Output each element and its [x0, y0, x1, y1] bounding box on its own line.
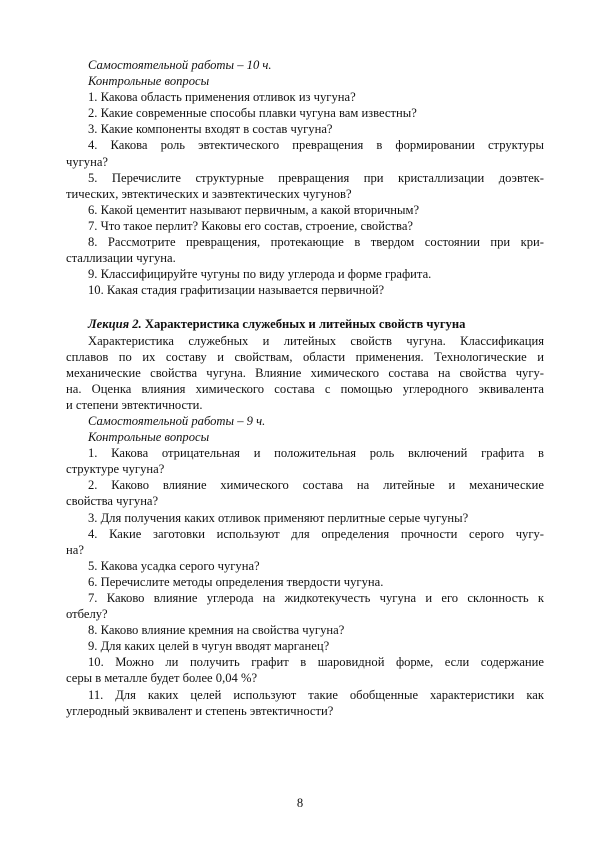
text-line: 6. Перечислите методы определения твердости чугуна. — [88, 574, 384, 589]
control-questions-heading-1: Контрольные вопросы — [88, 74, 210, 89]
text-line: 4. Какие заготовки используют для определения прочности серого чугу- — [88, 526, 544, 541]
self-work-hours-2: Самостоятельной работы – 9 ч. — [88, 413, 266, 428]
text-line: и степени эвтектичности. — [66, 397, 203, 412]
text-line: 3. Какие компоненты входят в состав чугуна? — [88, 122, 333, 137]
page-number: 8 — [296, 796, 304, 810]
lecture-label: Лекция 2. — [88, 317, 142, 332]
section-gap — [66, 298, 544, 316]
text-line: механические свойства чугуна. Влияние химического состава на свойства чугу- — [66, 365, 544, 380]
text-line: 1. Какова область применения отливок из чугуна? — [88, 90, 356, 105]
text-line: 1. Какова отрицательная и положительная роль включений графита в — [88, 446, 544, 461]
text-line: на? — [66, 542, 84, 557]
text-line: углеродный эквивалент и степень эвтектичности? — [66, 703, 334, 718]
text-line: 7. Каково влияние углерода на жидкотекучесть чугуна и его склонность к — [88, 591, 544, 605]
text-line: Характеристика служебных и литейных свойств чугуна. Классификация — [88, 333, 544, 348]
text-line: 10. Можно ли получить графит в шаровидной форме, если содержание — [88, 655, 544, 670]
text-line: 6. Какой цементит называют первичным, а какой вторичным? — [88, 202, 420, 217]
text-line: сталлизации чугуна. — [66, 251, 176, 266]
text-line: 5. Какова усадка серого чугуна? — [88, 558, 260, 573]
text-line: 8. Рассмотрите превращения, протекающие в твердом состоянии при кри- — [88, 235, 544, 250]
lecture-title: Характеристика служебных и литейных свойств чугуна — [144, 317, 466, 332]
text-line: структуре чугуна? — [66, 462, 165, 477]
text-line: 11. Для каких целей используют такие обобщенные характеристики как — [88, 687, 544, 702]
text-line: свойства чугуна? — [66, 494, 159, 509]
text-line: сплавов по их составу и свойствам, области применения. Технологические и — [66, 349, 544, 364]
control-questions-heading-2: Контрольные вопросы — [88, 430, 210, 445]
text-line: на. Оценка влияния химического состава с помощью углеродного эквивалента — [66, 381, 544, 396]
text-line: 2. Какие современные способы плавки чугуна вам известны? — [88, 106, 417, 121]
text-line: отбелу? — [66, 607, 108, 622]
document-page — [66, 57, 544, 719]
text-line: 2. Каково влияние химического состава на литейные и механические — [88, 478, 544, 493]
text-line: 3. Для получения каких отливок применяют перлитные серые чугуны? — [88, 510, 469, 525]
text-line: тических, эвтектических и заэвтектических чугунов? — [66, 186, 352, 201]
text-line: серы в металле будет более 0,04 %? — [66, 671, 258, 686]
lecture-heading — [66, 316, 544, 332]
question-list-2 — [66, 445, 544, 719]
question-list-1 — [66, 89, 544, 298]
text-line: 9. Классифицируйте чугуны по виду углерода и форме графита. — [88, 267, 432, 282]
text-line: 8. Каково влияние кремния на свойства чугуна? — [88, 623, 345, 638]
text-line: чугуна? — [66, 154, 109, 169]
lecture-description — [66, 333, 544, 413]
text-line: 9. Для каких целей в чугун вводят марганец? — [88, 639, 330, 654]
text-line: 10. Какая стадия графитизации называется первичной? — [88, 283, 385, 298]
self-work-hours-1: Самостоятельной работы – 10 ч. — [88, 58, 272, 72]
text-line: 5. Перечислите структурные превращения при кристаллизации доэвтек- — [88, 170, 544, 185]
text-line: 7. Что такое перлит? Каковы его состав, строение, свойства? — [88, 218, 414, 233]
text-line: 4. Какова роль эвтектического превращения в формировании структуры — [88, 138, 544, 153]
